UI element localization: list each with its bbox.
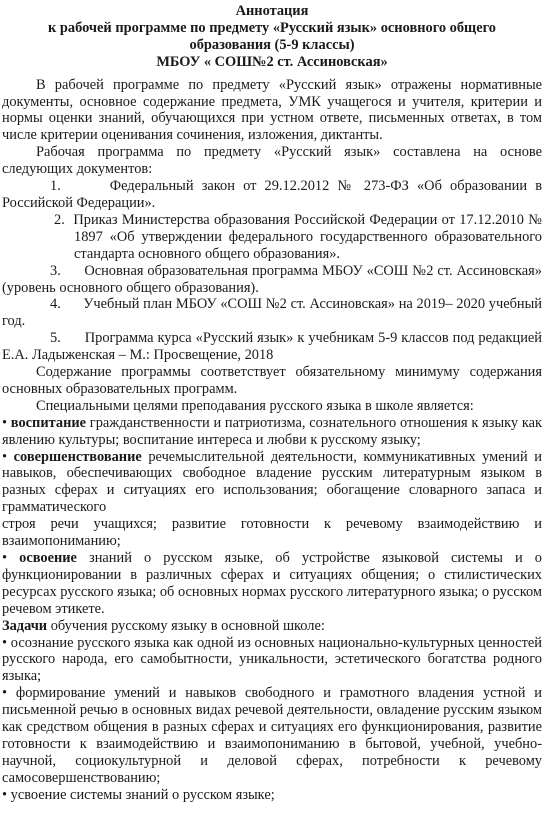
doc-item-text: Основная образовательная программа МБОУ «СОШ №2 ст. Ассиновская» (уровень основного общего образования). [2, 262, 542, 296]
title-line-3: образования (5-9 классы) [189, 36, 355, 53]
bullet: • [2, 448, 8, 465]
goal-text: знаний о русском языке, об устройстве языковой системы и о функционировании в различных сферах и ситуациях общения; о стилистических ресурсах русского языка; об основных нормах русского литературного языка; о русском речевом этикете. [2, 550, 542, 617]
task-item-3: • усвоение системы знаний о русском языке; [2, 786, 275, 803]
goal-item-2 [2, 449, 542, 517]
goals-intro: Специальными целями преподавания русского языка в школе является: [36, 397, 474, 414]
goal-text: строя речи учащихся; развитие готовности к речевому взаимодействию и взаимопониманию; [2, 516, 542, 550]
doc-item-number: 3. [50, 262, 61, 279]
tasks-heading-text: обучения русскому языку в основной школе: [47, 617, 325, 634]
tasks-keyword: Задачи [2, 617, 48, 634]
goal-text: гражданственности и патриотизма, сознательного отношения к языку как явлению культуры; воспитание интереса и любви к русскому языку; [2, 414, 542, 448]
task-item-2: • формирование умений и навыков свободного и грамотного владения устной и письменной речью в основных видах речевой деятельности, овладение русским языком как средством общения в разных сферах и ситуациях его функционирования, развитие готовности к взаимодействию и взаимопониманию в бытовой, учебной, учебно-научной, социокультурной и деловой сферах, потребности к речевому самосовершенствованию; [2, 685, 542, 786]
task-item-1: • осознание русского языка как одной из основных национально-культурных ценностей русского народа, его самобытности, уникальности, эстетического богатства родного языка; [2, 634, 542, 685]
title-line-2: к рабочей программе по предмету «Русский язык» основного общего [48, 19, 496, 36]
doc-item-number: 2. [54, 211, 65, 228]
doc-item-number: 1. [50, 178, 61, 195]
doc-item-text: Федеральный закон от 29.12.2012 № 273-ФЗ «Об образовании в Российской Федерации». [2, 178, 542, 211]
doc-item-text: Учебный план МБОУ «СОШ №2 ст. Ассиновская» на 2019– 2020 учебный год. [2, 296, 542, 330]
doc-item-text: Приказ Министерства образования Российской Федерации от 17.12.2010 № 1897 «Об утверждении федерального государственного образовательного стандарта основного общего образования». [73, 211, 542, 262]
goal-item-2-cont [2, 516, 542, 550]
document-title: Аннотация [235, 3, 309, 19]
goal-item-3 [2, 550, 542, 618]
goal-keyword: воспитание [10, 414, 87, 431]
doc-item-number: 5. [50, 330, 61, 347]
doc-item-3 [2, 263, 542, 297]
doc-item-1 [2, 178, 542, 212]
goal-keyword: освоение [19, 550, 77, 566]
goal-item-1 [2, 415, 542, 449]
doc-item-5 [2, 330, 542, 364]
title-line-4: МБОУ « СОШ№2 ст. Ассиновская» [156, 53, 388, 70]
doc-item-2 [2, 212, 542, 263]
doc-item-4 [2, 296, 542, 330]
document-page [0, 3, 544, 839]
basis-paragraph: Рабочая программа по предмету «Русский язык» составлена на основе следующих документов: [2, 144, 542, 178]
tasks-heading [2, 618, 542, 635]
bullet: • [2, 550, 8, 566]
doc-item-text: Программа курса «Русский язык» к учебникам 5-9 классов под редакцией Е.А. Ладыженская – М.: Просвещение, 2018 [2, 330, 542, 364]
bullet: • [2, 414, 8, 431]
content-paragraph: Содержание программы соответствует обязательному минимуму содержания основных образовательных программ. [2, 364, 542, 397]
goal-keyword: совершенствование [13, 448, 142, 465]
goal-text: речемыслительной деятельности, коммуникативных умений и навыков, обеспечивающих свободное владение русским литературным языком в разных сферах и ситуациях его использования; обогащение словарного запаса и грамматического [2, 448, 542, 516]
doc-item-number: 4. [50, 296, 61, 313]
intro-paragraph: В рабочей программе по предмету «Русский язык» отражены нормативные документы, основное содержание предмета, УМК учащегося и учителя, критерии и нормы оценки знаний, обучающихся при устном ответе, письменных ответах, в том числе критерии оценивания сочинения, изложения, диктанты. [2, 76, 542, 144]
